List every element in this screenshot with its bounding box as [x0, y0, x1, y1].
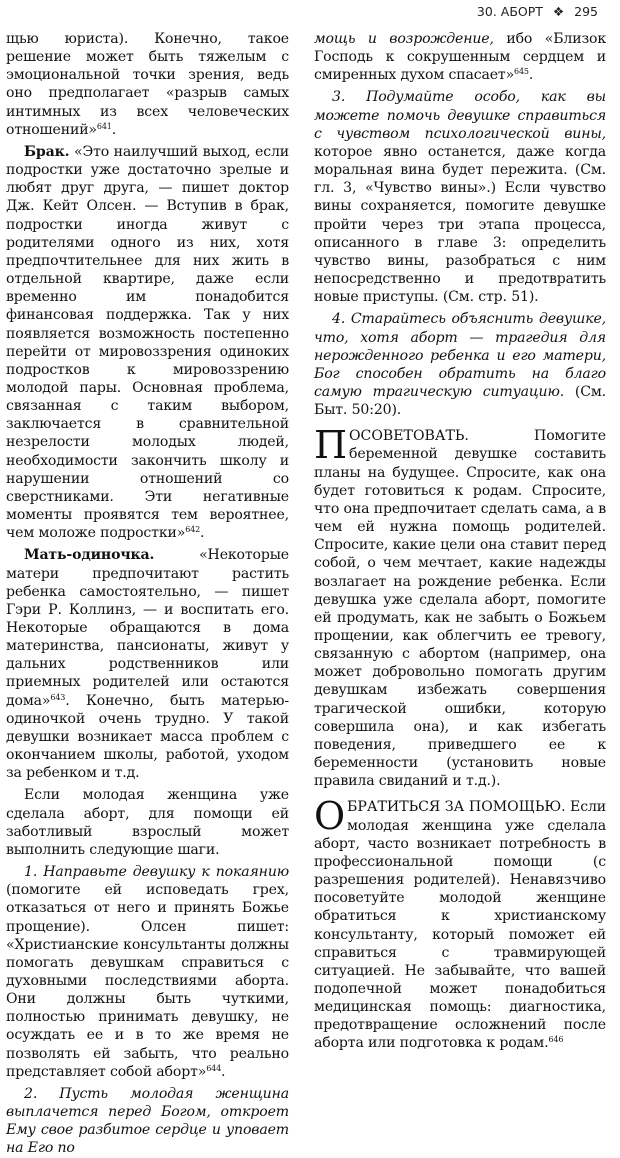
paragraph-single-mother: Мать-одиночка. «Некоторые матери предпочитают растить ребенка самостоятельно, — пишет Гэри Р. Коллинз, — и воспитать его. Некоторые обращаются в дома материнства, пансионаты, живут у дальних родственников или приемных родителей или остаются дома»$^{643}$. Конечно, быть матерью-одиночкой очень трудно. У такой девушки возникает масса проблем с окончанием школы, работой, уходом за ребенком и т.д. — [6, 547, 289, 782]
paragraph: Если молодая женщина уже сделала аборт, для помощи ей заботливый взрослый может выполнить следующие шаги. — [6, 787, 289, 858]
section-advise: ПОСОВЕТОВАТЬ. Помогите беременной девушке составить планы на будущее. Спросите, как она будет готовиться к родам. Спросите, что она предпочитает сделать сама, а в чем ей нужна помощь родителей. Спросите, какие цели она ставит перед собой, о чем мечтает, какие надежды возлагает на рождение ребенка. Если девушка уже сделала аборт, помогите ей продумать, как не забыть о Божьем прощении, как облегчить ее тревогу, связанную с абортом (например, она может добровольно помогать другим девушкам избежать совершения трагической ошибки, которую совершила она), и как избегать поведения, приведшего ее к беременности (установить новые правила свиданий и т.д.). — [314, 423, 606, 790]
step-1: 1. Направьте девушку к покаянию (помогите ей исповедать грех, отказаться от него и принять Божье прощение). Олсен пишет: «Христианские консультанты должны помогать девушкам справиться с духовными последствиями аборта. Они должны быть чуткими, полностью принимать девушку, не осуждать ее и в то же время не позволять ей забыть, что реально представляет собой аборт»$^{644}$. — [6, 864, 289, 1080]
footnote-ref[interactable]: 646 — [548, 1035, 564, 1045]
section-heading: ОСОВЕТОВАТЬ. — [349, 428, 469, 445]
paragraph-marriage: Брак. «Это наилучший выход, если подростки уже достаточно зрелые и любят друг друга, — пишет доктор Дж. Кейт Олсен. — Вступив в брак, подростки иногда живут с родителями одного из них, хотя предпочтительнее для них жить в отдельной квартире, даже если временно им понадобится финансовая поддержка. Так у них появляется возможность постепенно перейти от мировоззрения одиноких подростков к мировоззрению молодой пары. Основная проблема, связанная с таким выбором, заключается в сравнительной незрелости молодых людей, необходимости закончить школу и нарушении отношений со сверстниками. Эти негативные моменты проявятся тем вероятнее, чем моложе подростки»$^{642}$. — [6, 143, 289, 542]
term: Мать-одиночка. — [24, 547, 155, 564]
step-4: 4. Старайтесь объяснить девушке, что, хотя аборт — трагедия для нерожденного ребенка и его матери, Бог способен обратить на благо самую трагическую ситуацию. (См. Быт. 50:20). — [314, 311, 606, 419]
step-2: 2. Пусть молодая женщина выплачется перед Богом, откроет Ему свое разбитое сердце и уповает на Его по — [6, 1085, 289, 1157]
section-seek-help: ОБРАТИТЬСЯ ЗА ПОМОЩЬЮ. Если молодая женщина уже сделала аборт, часто возникает потребность в профессиональной помощи (с разрешения родителей). Ненавязчиво посоветуйте молодой женщине обратиться к христианскому консультанту, который поможет ей справиться с травмирующей ситуацией. Не забывайте, что вашей подопечной может понадобиться медицинская помощь: диагностика, предотвращение осложнений после аборта или подготовка к родам.$^{646}$ — [314, 794, 606, 1052]
step-3: 3. Подумайте особо, как вы можете помочь девушке справиться с чувством психологической вины, которое явно останется, даже когда моральная вина будет пережита. (См. гл. 3, «Чувство вины».) Если чувство вины сохраняется, помогите девушке пройти через три этапа процесса, описанного в главе 3: определить чувство вины, разобраться с ним непосредственно и предотвратить новые приступы. (См. стр. 51). — [314, 89, 606, 306]
page-header — [477, 0, 598, 22]
chapter-title: 30. АБОРТ — [476, 3, 543, 19]
drop-cap: О — [314, 794, 346, 839]
term: Брак. — [24, 143, 70, 160]
section-heading: БРАТИТЬСЯ ЗА ПОМОЩЬЮ. — [347, 799, 566, 816]
right-column — [314, 30, 606, 1053]
footnote-ref[interactable]: 642 — [185, 525, 201, 535]
paragraph: мощь и возрождение, ибо «Близок Господь к сокрушенным сердцем и смиренных духом спасает»$^{645}$. — [314, 31, 606, 84]
separator-icon: ❖ — [552, 3, 565, 19]
footnote-ref[interactable]: 641 — [96, 121, 112, 131]
footnote-ref[interactable]: 644 — [206, 1063, 222, 1073]
left-column — [6, 30, 289, 1158]
page-number: 295 — [574, 3, 598, 19]
paragraph: щью юриста). Конечно, такое решение может быть тяжелым с эмоциональной точки зрения, ведь оно предполагает «разрыв самых интимных из всех человеческих отношений»$^{641}$. — [6, 31, 289, 138]
footnote-ref[interactable]: 643 — [50, 692, 66, 702]
footnote-ref[interactable]: 645 — [514, 67, 529, 77]
drop-cap: П — [314, 423, 347, 468]
